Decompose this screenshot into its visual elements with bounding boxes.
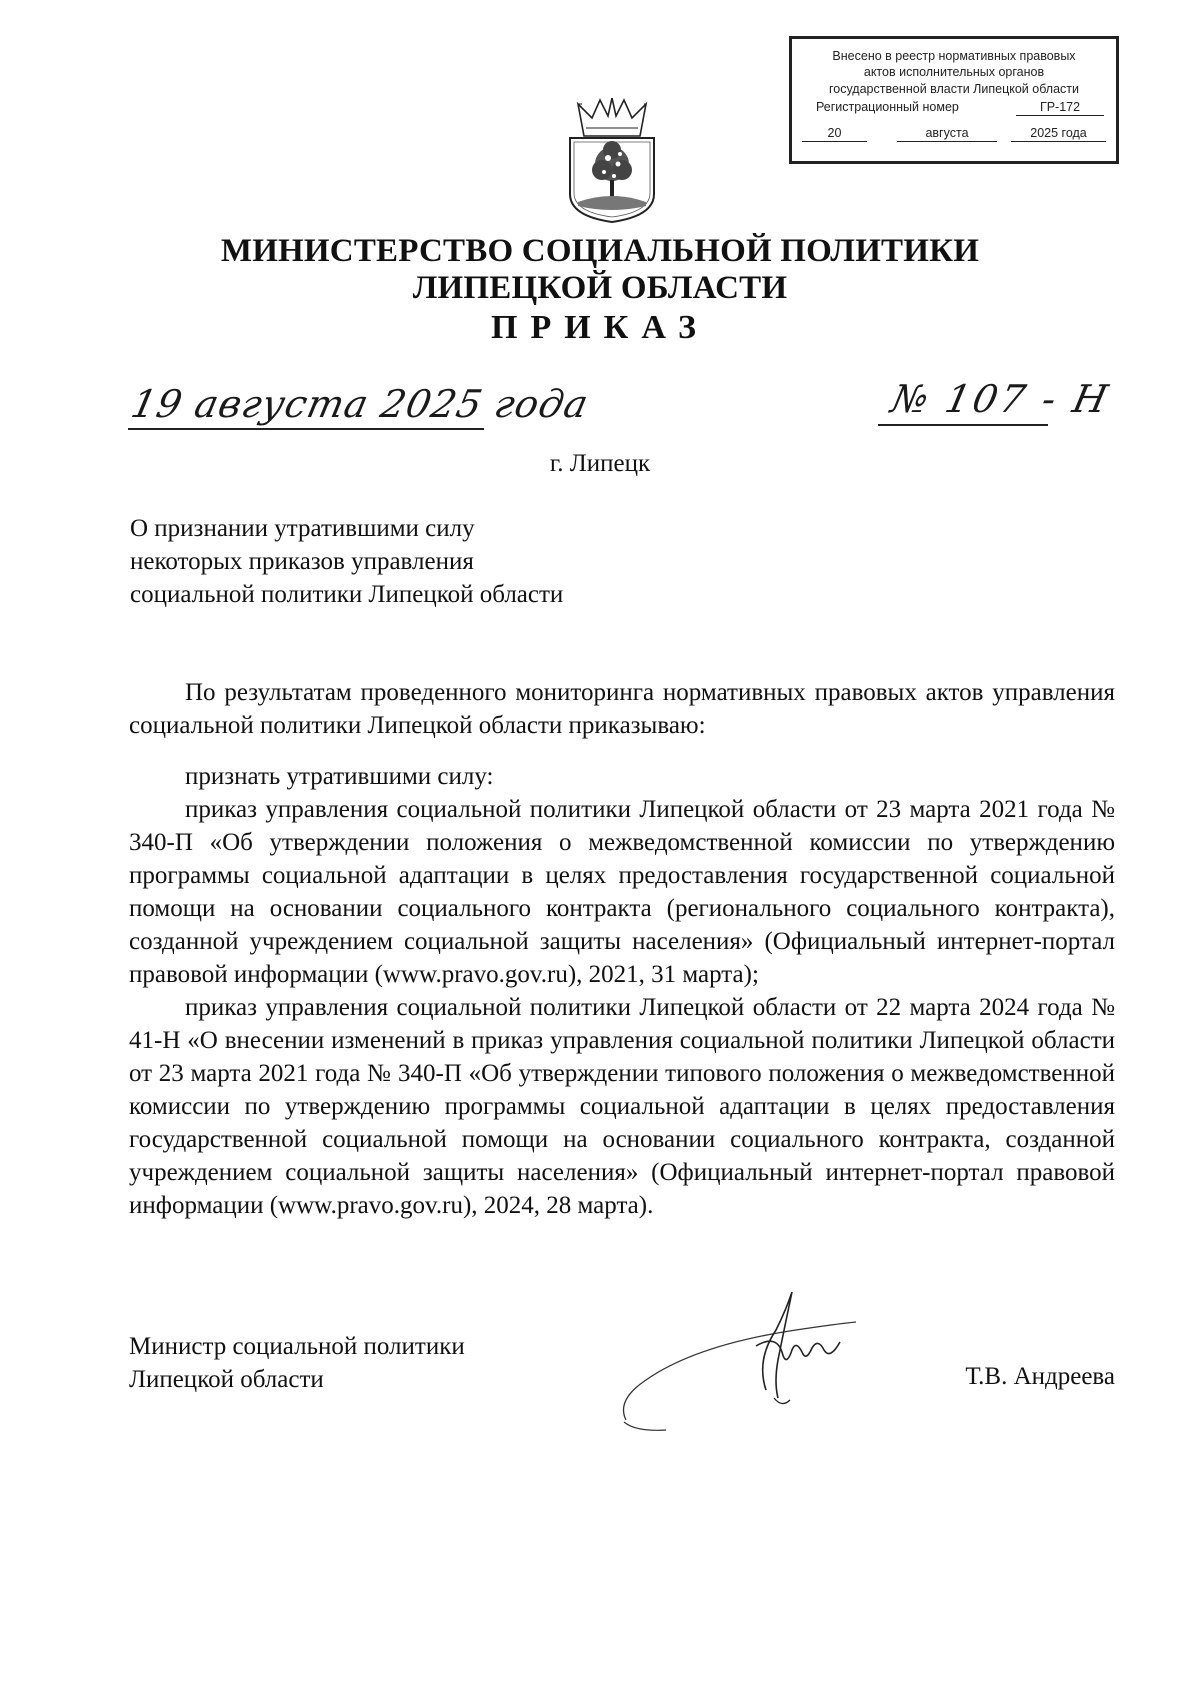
city: г. Липецк — [549, 450, 651, 477]
signatory-title-line-2: Липецкой области — [129, 1366, 324, 1393]
signatory-title — [129, 1330, 465, 1396]
signatory-title-line-1: Министр социальной политики — [129, 1333, 465, 1360]
body-paragraph-2: признать утратившими силу: — [185, 763, 494, 790]
subject-line-1: О признании утратившими силу — [130, 515, 475, 542]
stamp-line-2: актов исполнительных органов — [863, 65, 1045, 79]
date-underline — [128, 428, 484, 430]
handwritten-number: № 107 - Н — [887, 377, 1115, 421]
stamp-year: 2025 года — [1011, 125, 1106, 142]
subject-block — [130, 512, 563, 611]
subject-line-2: некоторых приказов управления — [130, 548, 474, 575]
stamp-month: августа — [897, 125, 997, 142]
ministry-name-line-1: МИНИСТЕРСТВО СОЦИАЛЬНОЙ ПОЛИТИКИ — [220, 233, 980, 269]
stamp-date-row — [802, 125, 1106, 143]
stamp-reg-label: Регистрационный номер — [816, 100, 959, 114]
subject-line-3: социальной политики Липецкой области — [130, 581, 564, 608]
coat-of-arms-icon — [564, 98, 660, 224]
body-paragraph-4: приказ управления социальной политики Липецкой области от 22 марта 2024 года № 41-Н «О внесении изменений в приказ управления социальной политики Липецкой области от 23 марта 2021 года № 340-П «Об утверждении типового положения о межведомственной комиссии по утверждению программы социальной адаптации в целях предоставления государственной социальной помощи на основании социального контракта, созданной учреждением социальной защиты населения» (Официальный интернет-портал правовой информации (www.pravo.gov.ru), 2024, 28 марта). — [129, 994, 1115, 1219]
body-paragraph-1: По результатам проведенного мониторинга нормативных правовых актов управления социальной политики Липецкой области приказываю: — [129, 679, 1115, 739]
stamp-day: 20 — [802, 125, 867, 142]
stamp-registration-row — [804, 99, 1104, 117]
document-body — [129, 676, 1115, 1222]
registration-stamp — [789, 36, 1119, 164]
handwritten-date: 19 августа 2025 года — [127, 382, 593, 426]
document-type-title: ПРИКАЗ — [491, 309, 709, 346]
body-paragraph-3: приказ управления социальной политики Липецкой области от 23 марта 2021 года № 340-П «Об утверждении положения о межведомственной комиссии по утверждению программы социальной адаптации в целях предоставления государственной социальной помощи на основании социального контракта (регионального социального контракта), созданной учреждением социальной защиты населения» (Официальный интернет-портал правовой информации (www.pravo.gov.ru), 2021, 31 марта); — [129, 796, 1115, 988]
stamp-reg-number: ГР-172 — [1016, 99, 1104, 116]
number-underline — [878, 424, 1048, 426]
stamp-line-1: Внесено в реестр нормативных правовых — [832, 49, 1076, 63]
stamp-line-3: государственной власти Липецкой области — [828, 82, 1080, 96]
signatory-name: Т.В. Андреева — [965, 1363, 1115, 1390]
handwritten-signature — [606, 1290, 886, 1440]
ministry-name-line-2: ЛИПЕЦКОЙ ОБЛАСТИ — [412, 270, 788, 306]
